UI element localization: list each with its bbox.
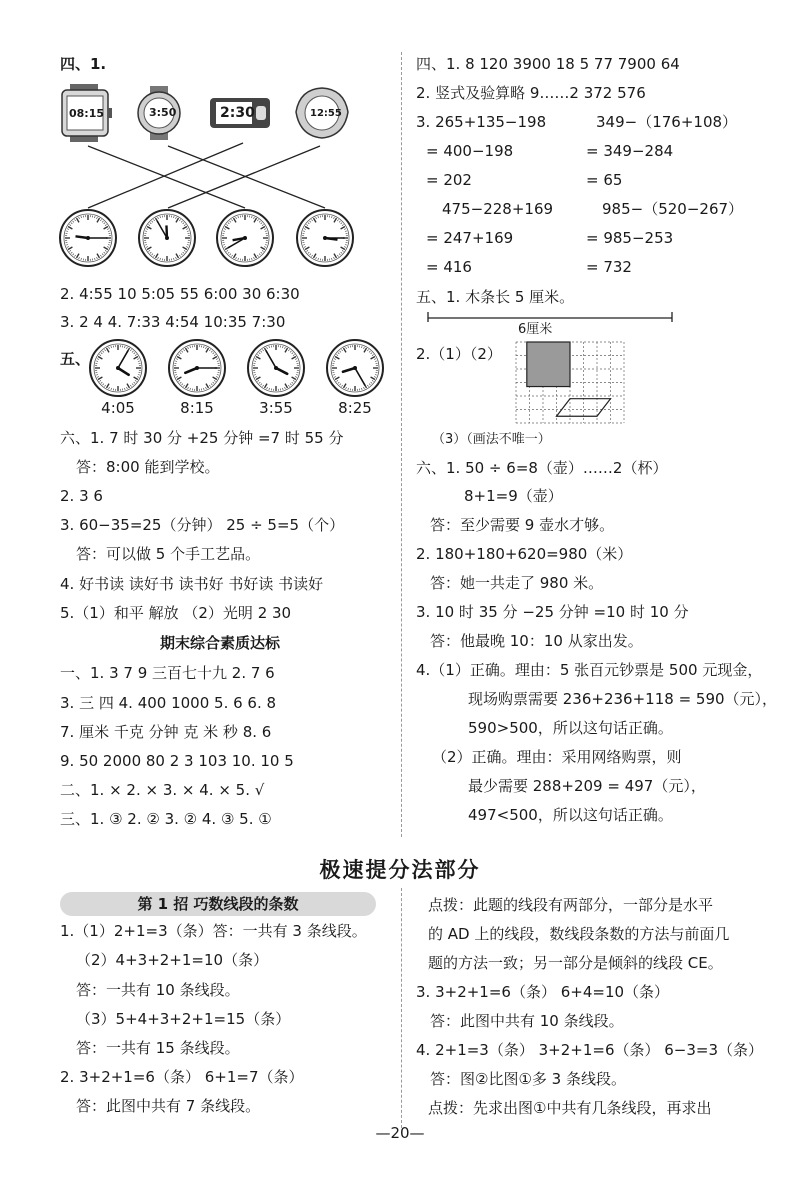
tip-2-reply: 答：此图中共有 7 条线段。 — [76, 1097, 261, 1115]
calc-2-step-1: = 349−284 — [586, 142, 674, 160]
calc-2-step-2: = 65 — [586, 171, 623, 189]
calc-1-step-2: = 202 — [426, 171, 472, 189]
right-six-2: 2. 180+180+620=980（米） — [416, 545, 633, 563]
column-divider-bottom — [401, 888, 402, 1128]
final-exam-title: 期末综合素质达标 — [159, 634, 280, 652]
tip-4: 4. 2+1=3（条） 3+2+1=6（条） 6−3=3（条） — [416, 1041, 764, 1059]
answer-6-5: 5.（1）和平 解放 （2）光明 2 30 — [60, 604, 292, 622]
shaded-square — [527, 342, 570, 387]
tip-2: 2. 3+2+1=6（条） 6+1=7（条） — [60, 1068, 304, 1086]
section-heading: 极速提分法部分 — [319, 858, 481, 882]
tip-1-2-reply: 答：一共有 10 条线段。 — [76, 981, 240, 999]
clock-face-row2-3 — [248, 340, 304, 396]
calc-3-step-1: = 247+169 — [426, 229, 514, 247]
calc-3-step-2: = 416 — [426, 258, 472, 276]
final-row-2: 3. 三 四 4. 400 1000 5. 6 6. 8 — [60, 694, 277, 712]
calc-4-expr: 985−（520−267） — [602, 200, 744, 218]
calc-4-step-2: = 732 — [586, 258, 632, 276]
right-six-4-1b: 现场购票需要 236+236+118 = 590（元）， — [468, 690, 778, 708]
tip-4-reply: 答：图②比图①多 3 条线段。 — [430, 1070, 626, 1088]
right-five-3: （3）（画法不唯一） — [432, 432, 551, 447]
dotted-grid-figure — [514, 340, 626, 422]
calc-1-expr: 3. 265+135−198 — [416, 113, 547, 131]
right-five-1: 五、1. 木条长 5 厘米。 — [416, 288, 575, 306]
watch-time-4: 12:55 — [310, 108, 342, 119]
right-six-3: 3. 10 时 35 分 −25 分钟 =10 时 10 分 — [416, 603, 689, 621]
final-row-5: 二、1. × 2. × 3. × 4. × 5. √ — [60, 781, 265, 799]
answer-6-3: 3. 60−35=25（分钟） 25 ÷ 5=5（个） — [60, 516, 345, 534]
right-six-2-reply: 答：她一共走了 980 米。 — [430, 574, 604, 592]
watch-time-3: 2:30 — [220, 105, 255, 121]
tip-3: 3. 3+2+1=6（条） 6+4=10（条） — [416, 983, 670, 1001]
calc-2-expr: 349−（176+108） — [596, 113, 738, 131]
right-six-4-1c: 590>500，所以这句话正确。 — [468, 719, 673, 737]
hint-1b: 的 AD 上的线段，数线段条数的方法与前面几 — [428, 925, 730, 943]
tip-1-2: （2）4+3+2+1=10（条） — [76, 951, 269, 969]
right-row-1: 四、1. 8 120 3900 18 5 77 7900 64 — [416, 55, 680, 73]
right-six-3-reply: 答：他最晚 10：10 从家出发。 — [430, 632, 643, 650]
clock-face-row2-2 — [169, 340, 225, 396]
right-six-4-1: 4.（1）正确。理由：5 张百元钞票是 500 元现金， — [416, 661, 763, 679]
final-row-1: 一、1. 3 7 9 三百七十九 2. 7 6 — [60, 664, 275, 682]
clock-face-row2-1 — [90, 340, 146, 396]
answer-6-2: 2. 3 6 — [60, 487, 103, 505]
right-six-1-reply: 答：至少需要 9 壶水才够。 — [430, 516, 615, 534]
right-six-4-2c: 497<500，所以这句话正确。 — [468, 806, 673, 824]
tip-1-3-reply: 答：一共有 15 条线段。 — [76, 1039, 240, 1057]
answer-6-1: 六、1. 7 时 30 分 +25 分钟 =7 时 55 分 — [60, 429, 344, 447]
right-row-2: 2. 竖式及验算略 9……2 372 576 — [416, 84, 646, 102]
right-six-1b: 8+1=9（壶） — [464, 487, 563, 505]
tip-bar-title: 第 1 招 巧数线段的条数 — [60, 892, 376, 916]
clock-face-row2-4 — [327, 340, 383, 396]
final-row-3: 7. 厘米 千克 分钟 克 米 秒 8. 6 — [60, 723, 272, 741]
tip-1-1: 1.（1）2+1=3（条）答：一共有 3 条线段。 — [60, 922, 367, 940]
clock-label-2: 8:15 — [180, 399, 214, 417]
answer-6-4: 4. 好书读 读好书 读书好 书好读 书读好 — [60, 575, 324, 593]
section-five-title: 五、 — [60, 350, 91, 368]
section-four-title: 四、1. — [60, 55, 107, 73]
clock-label-3: 3:55 — [259, 399, 293, 417]
answer-6-1-reply: 答：8:00 能到学校。 — [76, 458, 220, 476]
calc-1-step-1: = 400−198 — [426, 142, 514, 160]
watch-time-2: 3:50 — [149, 106, 177, 119]
clock-label-4: 8:25 — [338, 399, 372, 417]
page-number: —20— — [375, 1124, 425, 1142]
right-six-4-2b: 最少需要 288+209 = 497（元）， — [468, 777, 706, 795]
calc-3-expr: 475−228+169 — [442, 200, 554, 218]
watch-time-1: 08:15 — [69, 107, 105, 120]
final-row-4: 9. 50 2000 80 2 3 103 10. 10 5 — [60, 752, 294, 770]
answer-4-2: 2. 4:55 10 5:05 55 6:00 30 6:30 — [60, 285, 300, 303]
clock-row1-hour-hand-1 — [76, 236, 88, 238]
right-six-4-2: （2）正确。理由：采用网络购票，则 — [432, 748, 682, 766]
final-row-6: 三、1. ③ 2. ② 3. ② 4. ③ 5. ① — [60, 810, 272, 828]
tip-3-reply: 答：此图中共有 10 条线段。 — [430, 1012, 624, 1030]
clock-label-1: 4:05 — [101, 399, 135, 417]
calc-4-step-1: = 985−253 — [586, 229, 674, 247]
ruler-line — [428, 312, 678, 324]
hint-2: 点拨：先求出图①中共有几条线段，再求出 — [428, 1099, 712, 1117]
tip-1-3: （3）5+4+3+2+1=15（条） — [76, 1010, 291, 1028]
hint-1c: 题的方法一致；另一部分是倾斜的线段 CE。 — [428, 954, 723, 972]
right-six-1: 六、1. 50 ÷ 6=8（壶）……2（杯） — [416, 459, 668, 477]
right-five-2: 2.（1）（2） — [416, 345, 502, 363]
ruler-label: 6厘米 — [518, 322, 553, 337]
answer-6-3-reply: 答：可以做 5 个手工艺品。 — [76, 545, 261, 563]
answer-4-3: 3. 2 4 4. 7:33 4:54 10:35 7:30 — [60, 313, 286, 331]
hint-1a: 点拨：此题的线段有两部分，一部分是水平 — [428, 896, 714, 914]
